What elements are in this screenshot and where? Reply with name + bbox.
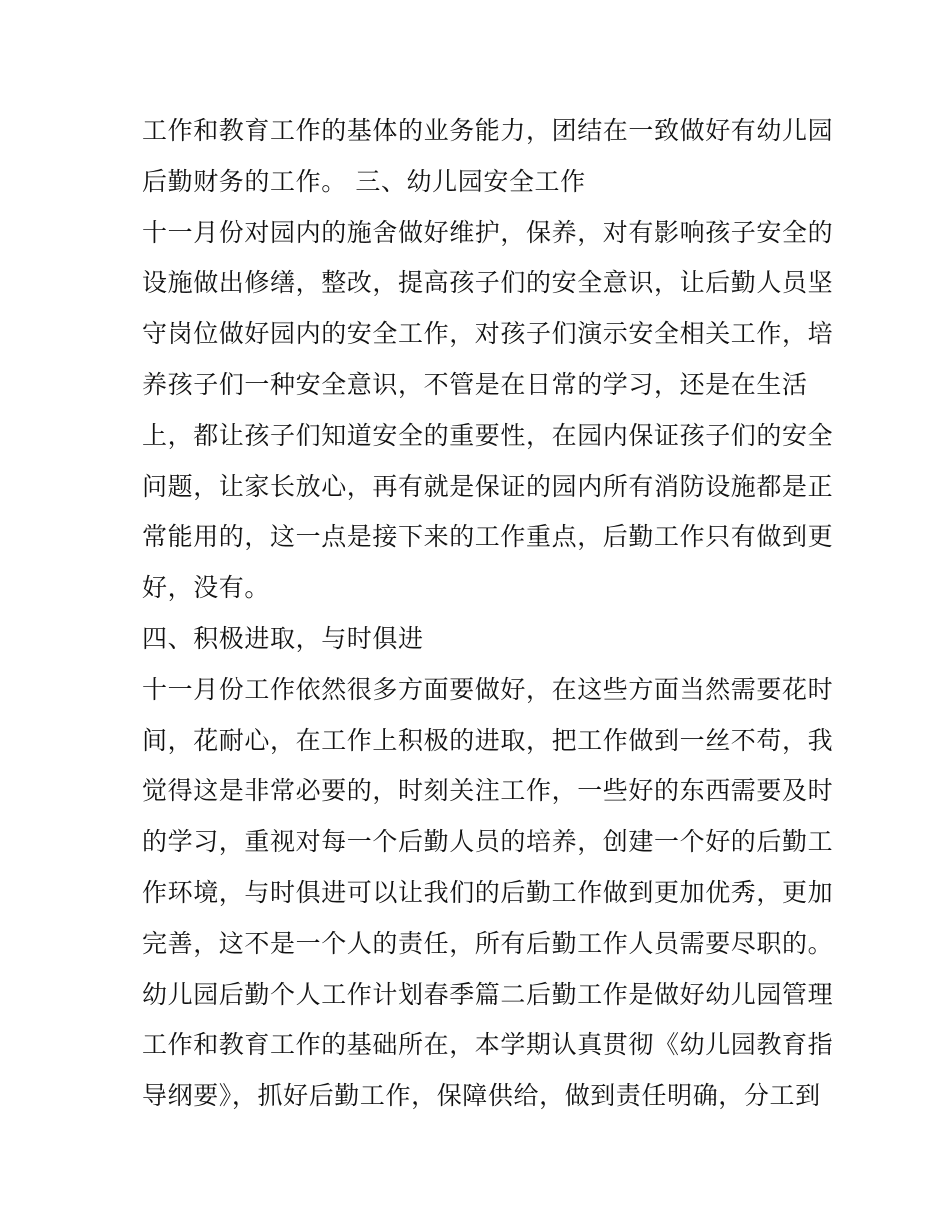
section-heading: 四、积极进取，与时俱进 <box>142 623 424 653</box>
text-line: 守岗位做好园内的安全工作，对孩子们演示安全相关工作，培 <box>142 319 834 349</box>
text-line: 间，花耐心，在工作上积极的进取，把工作做到一丝不苟，我 <box>142 725 834 755</box>
text-line: 幼儿园后勤个人工作计划春季篇二后勤工作是做好幼儿园管理 <box>142 979 834 1009</box>
text-line: 设施做出修缮，整改，提高孩子们的安全意识，让后勤人员坚 <box>142 268 834 298</box>
text-line: 十一月份工作依然很多方面要做好，在这些方面当然需要花时 <box>142 674 834 704</box>
text-line: 工作和教育工作的基体的业务能力，团结在一致做好有幼儿园 <box>142 116 834 145</box>
text-line: 的学习，重视对每一个后勤人员的培养，创建一个好的后勤工 <box>142 827 834 857</box>
text-line: 十一月份对园内的施舍做好维护，保养，对有影响孩子安全的 <box>142 217 834 247</box>
text-line: 上，都让孩子们知道安全的重要性，在园内保证孩子们的安全 <box>142 420 834 450</box>
text-line: 完善，这不是一个人的责任，所有后勤工作人员需要尽职的。 <box>142 928 834 958</box>
text-line: 养孩子们一种安全意识，不管是在日常的学习，还是在生活 <box>142 369 808 399</box>
text-line: 作环境，与时俱进可以让我们的后勤工作做到更加优秀，更加 <box>142 877 834 907</box>
text-line: 后勤财务的工作。 三、幼儿园安全工作 <box>142 166 586 196</box>
text-line: 问题，让家长放心，再有就是保证的园内所有消防设施都是正 <box>142 471 834 501</box>
text-line: 工作和教育工作的基础所在，本学期认真贯彻《幼儿园教育指 <box>142 1030 834 1060</box>
text-line: 导纲要》，抓好后勤工作，保障供给，做到责任明确，分工到 <box>142 1081 821 1111</box>
text-line: 觉得这是非常必要的，时刻关注工作，一些好的东西需要及时 <box>142 776 834 806</box>
text-line: 好，没有。 <box>142 573 271 603</box>
text-line: 常能用的，这一点是接下来的工作重点，后勤工作只有做到更 <box>142 522 834 552</box>
document-body <box>142 106 834 1122</box>
